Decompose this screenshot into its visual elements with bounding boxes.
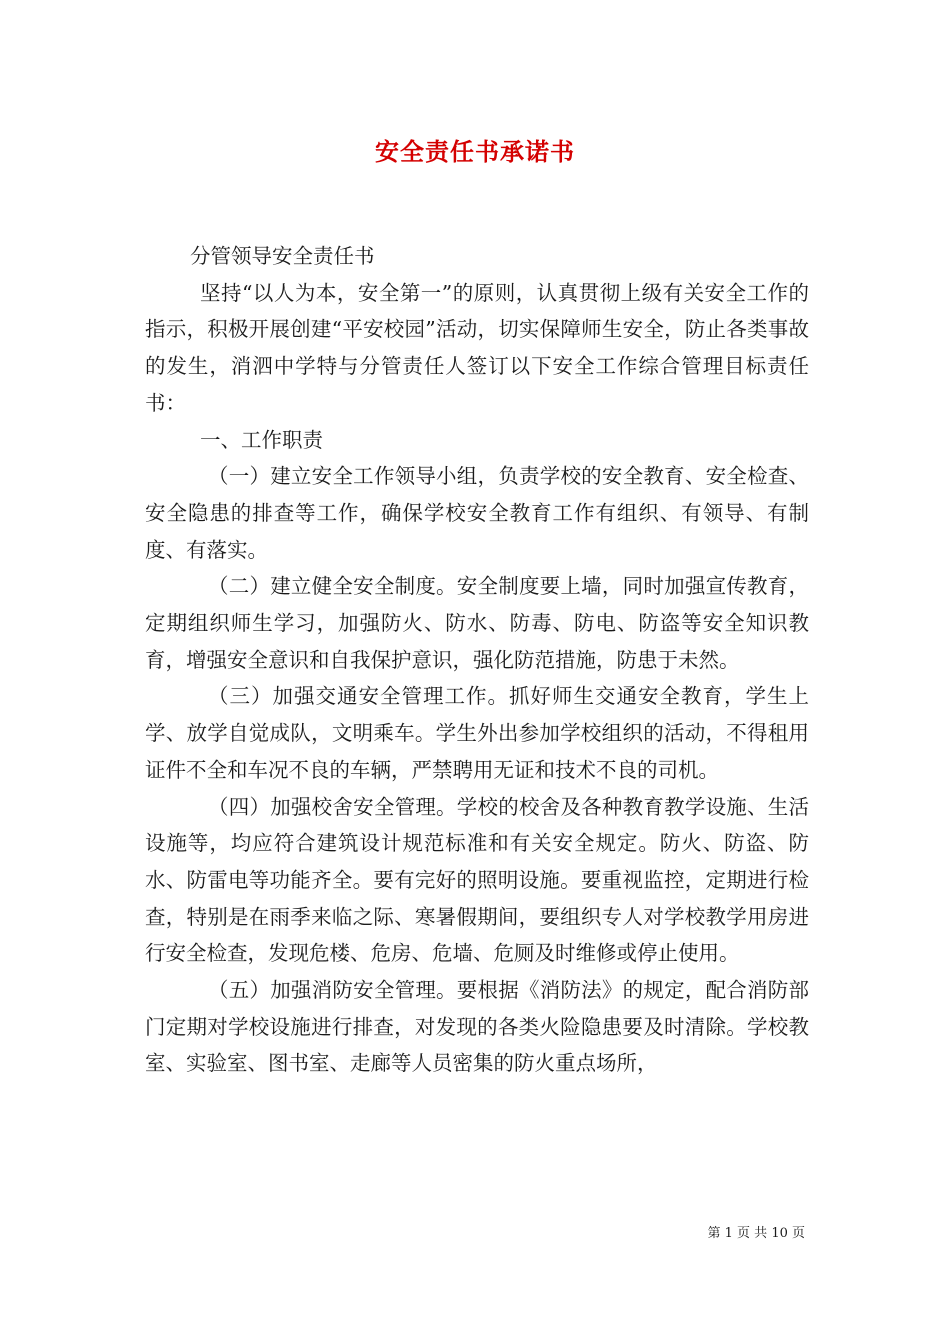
duty-item-3: （三）加强交通安全管理工作。抓好师生交通安全教育，学生上学、放学自觉成队，文明乘车。学生外出参加学校组织的活动，不得租用证件不全和车况不良的车辆，严禁聘用无证和技术不良的司机。 [145,684,809,782]
document-body [145,238,809,1082]
document-subtitle: 分管领导安全责任书 [190,244,375,268]
page-number: 第 1 页 共 10 页 [707,1226,805,1241]
duty-item-1: （一）建立安全工作领导小组，负责学校的安全教育、安全检查、安全隐患的排查等工作，确保学校安全教育工作有组织、有领导、有制度、有落实。 [145,464,809,562]
intro-paragraph: 坚持“以人为本，安全第一”的原则，认真贯彻上级有关安全工作的指示，积极开展创建“平安校园”活动，切实保障师生安全，防止各类事故的发生，消泗中学特与分管责任人签订以下安全工作综合管理目标责任书： [145,280,809,415]
document-title: 安全责任书承诺书 [375,137,575,166]
duty-item-5: （五）加强消防安全管理。要根据《消防法》的规定，配合消防部门定期对学校设施进行排查，对发现的各类火险隐患要及时清除。学校教室、实验室、图书室、走廊等人员密集的防火重点场所， [145,978,809,1076]
duty-item-4: （四）加强校舍安全管理。学校的校舍及各种教育教学设施、生活设施等，均应符合建筑设计规范标准和有关安全规定。防火、防盗、防水、防雷电等功能齐全。要有完好的照明设施。要重视监控，定期进行检查，特别是在雨季来临之际、寒暑假期间，要组织专人对学校教学用房进行安全检查，发现危楼、危房、危墙、危厕及时维修或停止使用。 [145,794,809,966]
section-heading: 一、工作职责 [200,427,323,452]
duty-item-2: （二）建立健全安全制度。安全制度要上墙，同时加强宣传教育，定期组织师生学习，加强防火、防水、防毒、防电、防盗等安全知识教育，增强安全意识和自我保护意识，强化防范措施，防患于未然。 [145,574,809,672]
